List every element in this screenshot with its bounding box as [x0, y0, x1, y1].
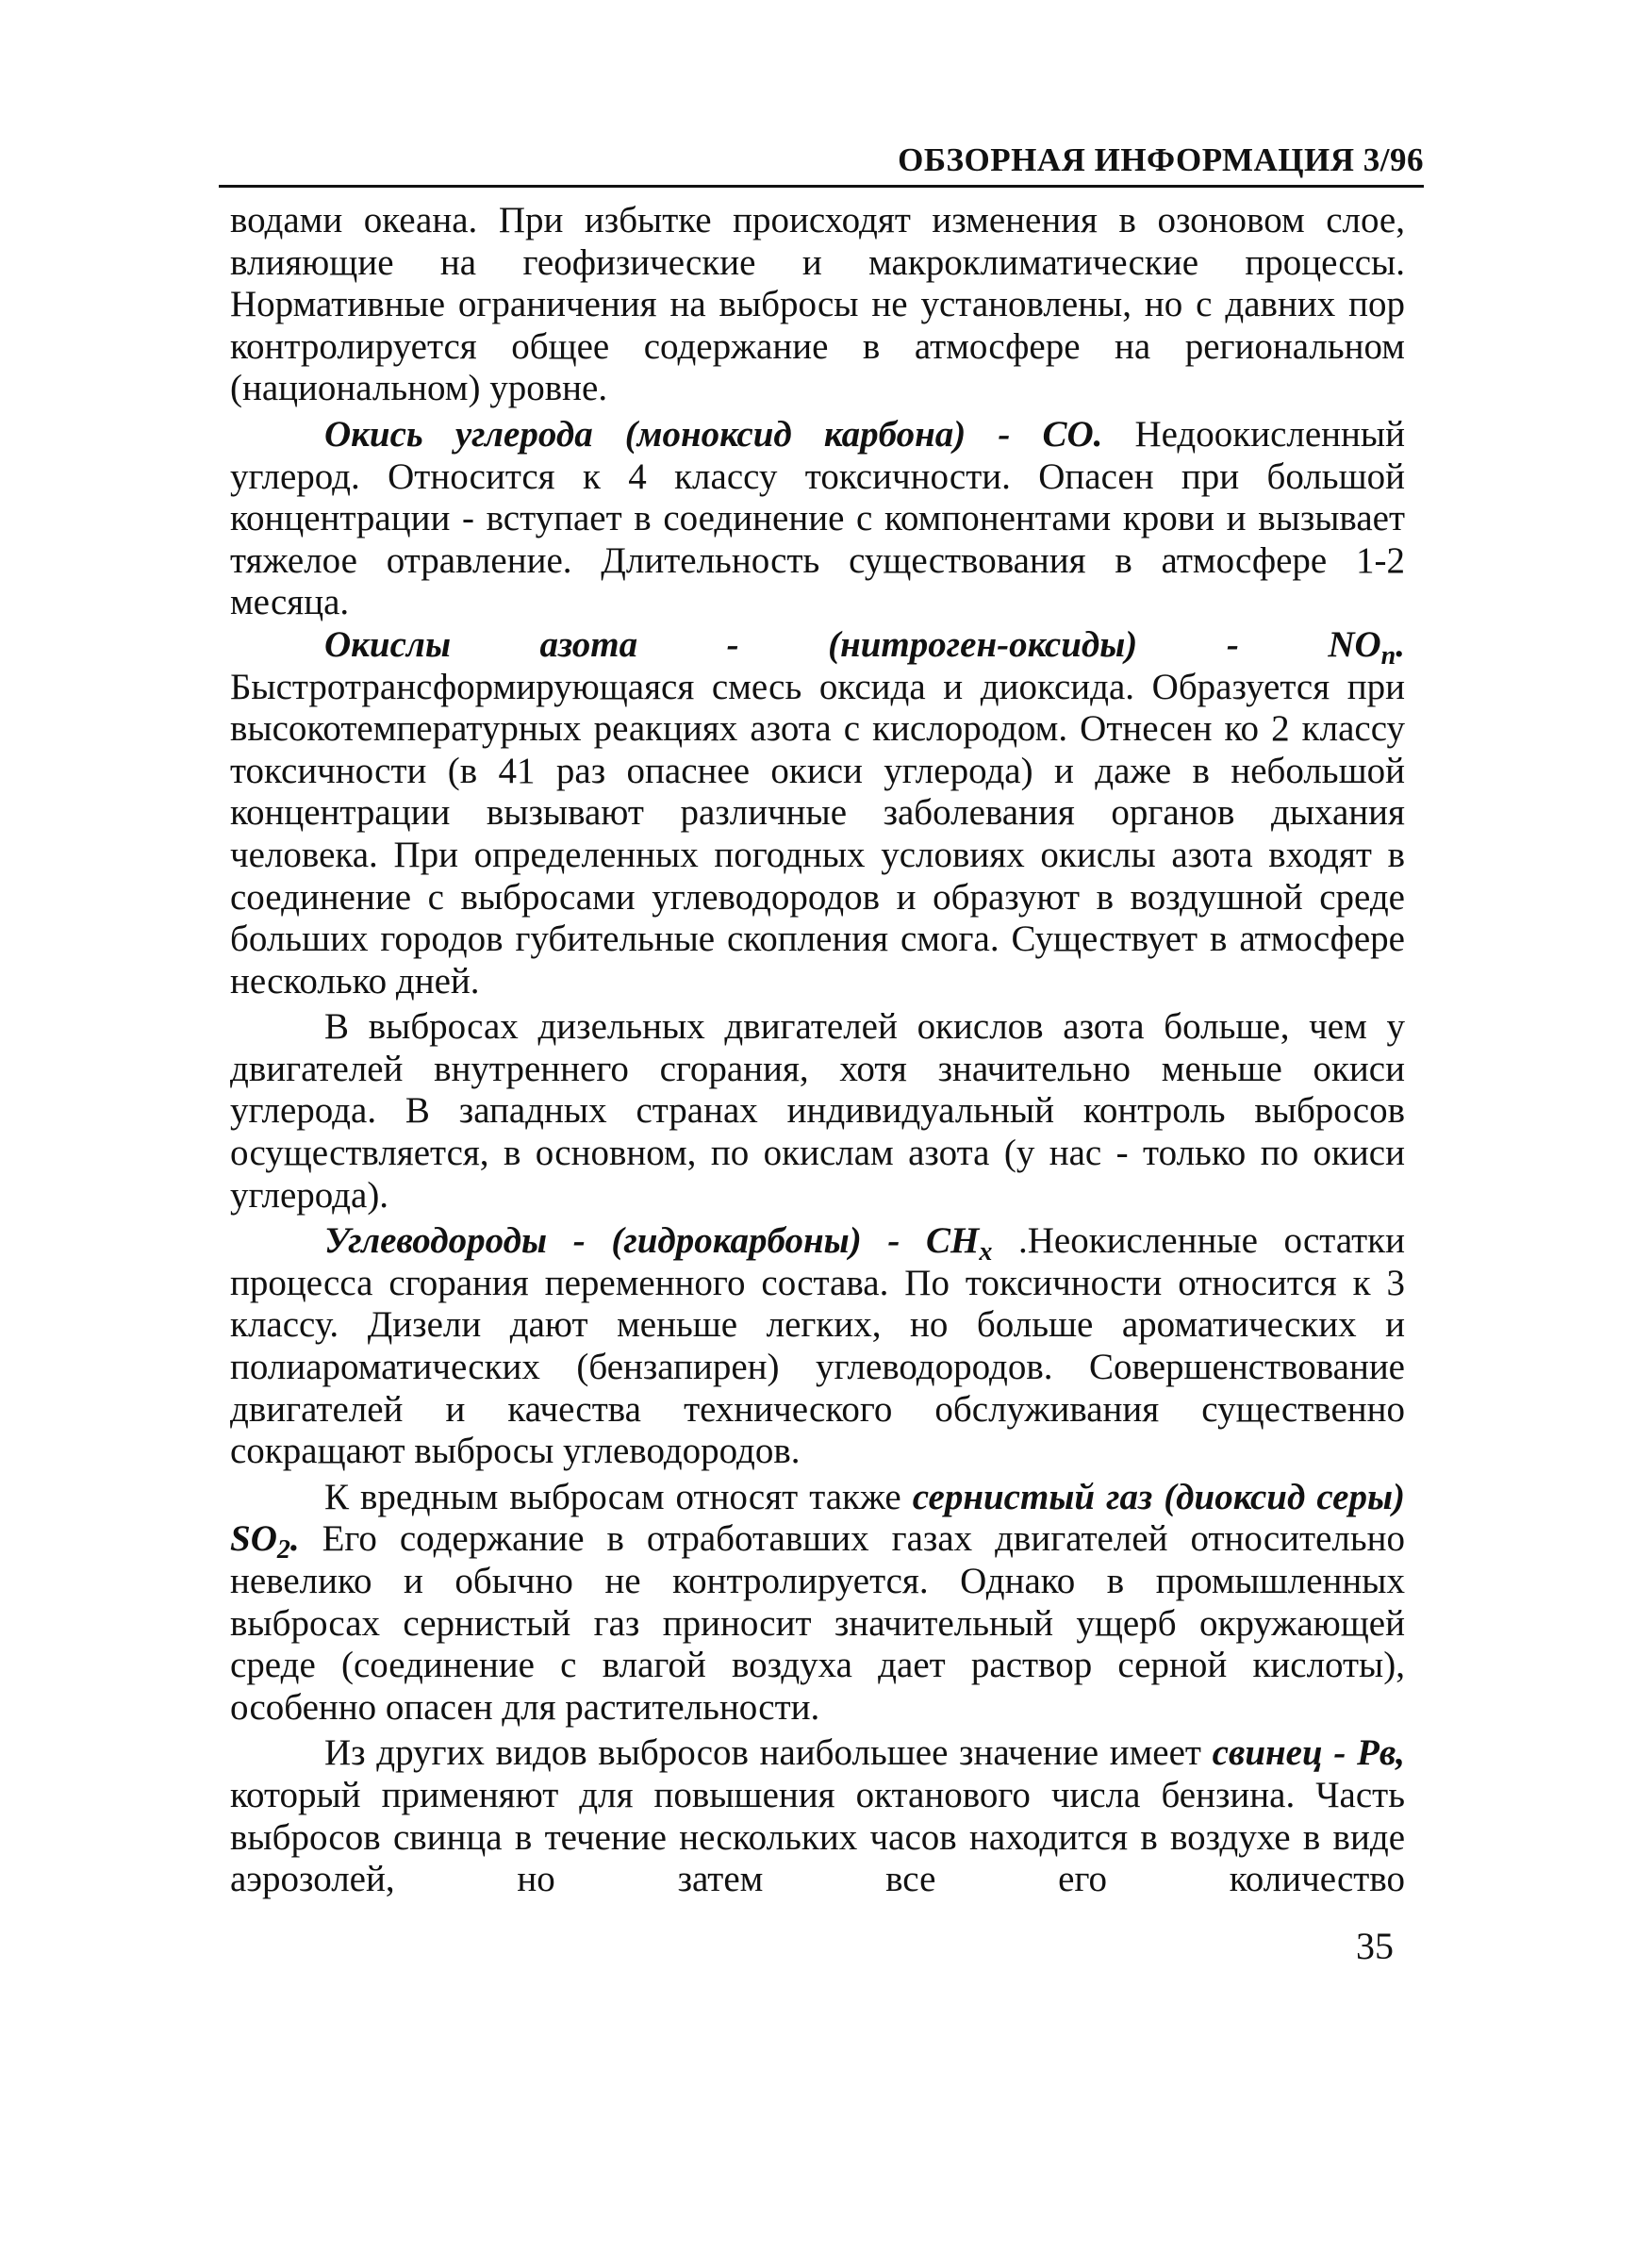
subscript-2: 2 [276, 1535, 290, 1565]
subscript-n: n [1380, 640, 1396, 671]
term-carbon-monoxide: Окись углерода (моноксид карбона) - CO. [324, 413, 1103, 455]
term-hydrocarbons: Углеводороды - (гидрокарбоны) - CH [324, 1220, 980, 1262]
page-number: 35 [1356, 1925, 1394, 1967]
paragraph-text: Быстротрансформирующаяся смесь оксида и диоксида. Образуется при высокотемпературных реакциях азота с кислородом. Отнесен ко 2 классу токсичности (в 41 раз опаснее окиси углерода) и даже в небольшой концентрации вызывают различные заболевания органов дыхания человека. При определенных погодных условиях окислы азота входят в соединение с выбросами углеводородов и образуют в воздушной среде больших городов губительные скопления смога. Существует в атмосфере несколько дней. [230, 666, 1405, 1002]
paragraph-lead: Из других видов выбросов наибольшее значение имеет [324, 1732, 1213, 1774]
term-nitrogen-oxides: Окислы азота - (нитроген-оксиды) - NO [324, 623, 1381, 665]
paragraph-lead: К вредным выбросам относят также [324, 1476, 913, 1517]
paragraph-text: который применяют для повышения октанового числа бензина. Часть выбросов свинца в течение нескольких часов находится в воздухе в виде аэрозолей, но затем все его количество [230, 1774, 1405, 1900]
term-lead-metal: свинец - Рв, [1212, 1732, 1405, 1774]
paragraph-text: В выбросах дизельных двигателей окислов азота больше, чем у двигателей внутреннего сгорания, хотя значительно меньше окиси углерода. В западных странах индивидуальный контроль выбросов осуществляется, в основном, по окислам азота (у нас - только по окиси углерода). [230, 1006, 1405, 1216]
paragraph-text: .Неокисленные остатки процесса сгорания переменного состава. По токсичности относится к 3 классу. Дизели дают меньше легких, но больше ароматических и полиароматических (бензапирен) углеводородов. Совершенствование двигателей и качества технического обслуживания существенно сокращают выбросы углеводородов. [230, 1220, 1405, 1472]
paragraph-text: Недоокисленный углерод. Относится к 4 классу токсичности. Опасен при большой концентрации - вступает в соединение с компонентами крови и вызывает тяжелое отравление. Длительность существования в атмосфере 1-2 месяца. [230, 413, 1405, 623]
term-sulfur-dioxide: сернистый газ (диоксид серы) SO [230, 1476, 1406, 1560]
paragraph-hydrocarbons [230, 1220, 1405, 1473]
term-punctuation: . [1396, 623, 1405, 665]
paragraph-sulfur-dioxide [230, 1477, 1405, 1730]
paragraph-diesel-emissions [230, 1006, 1405, 1217]
paragraph-nitrogen-oxides [230, 624, 1405, 1002]
body-text [230, 200, 1405, 1901]
paragraph-text: водами океана. При избытке происходят изменения в озоновом слое, влияющие на геофизические и макроклиматические процессы. Нормативные ограничения на выбросы не установлены, но с давних пор контролируется общее содержание в атмосфере на региональном (национальном) уровне. [230, 200, 1405, 409]
term-punctuation: . [289, 1518, 300, 1560]
running-title: ОБЗОРНАЯ ИНФОРМАЦИЯ 3/96 [898, 141, 1424, 178]
paragraph-1 [230, 200, 1405, 410]
paragraph-lead-metal [230, 1732, 1405, 1900]
subscript-x: x [979, 1237, 993, 1267]
paragraph-carbon-monoxide [230, 414, 1405, 624]
running-header [219, 140, 1424, 188]
paragraph-text: Его содержание в отработавших газах двигателей относительно невелико и обычно не контролируется. Однако в промышленных выбросах сернистый газ приносит значительный ущерб окружающей среде (соединение с влагой воздуха дает раствор серной кислоты), особенно опасен для растительности. [230, 1518, 1405, 1728]
